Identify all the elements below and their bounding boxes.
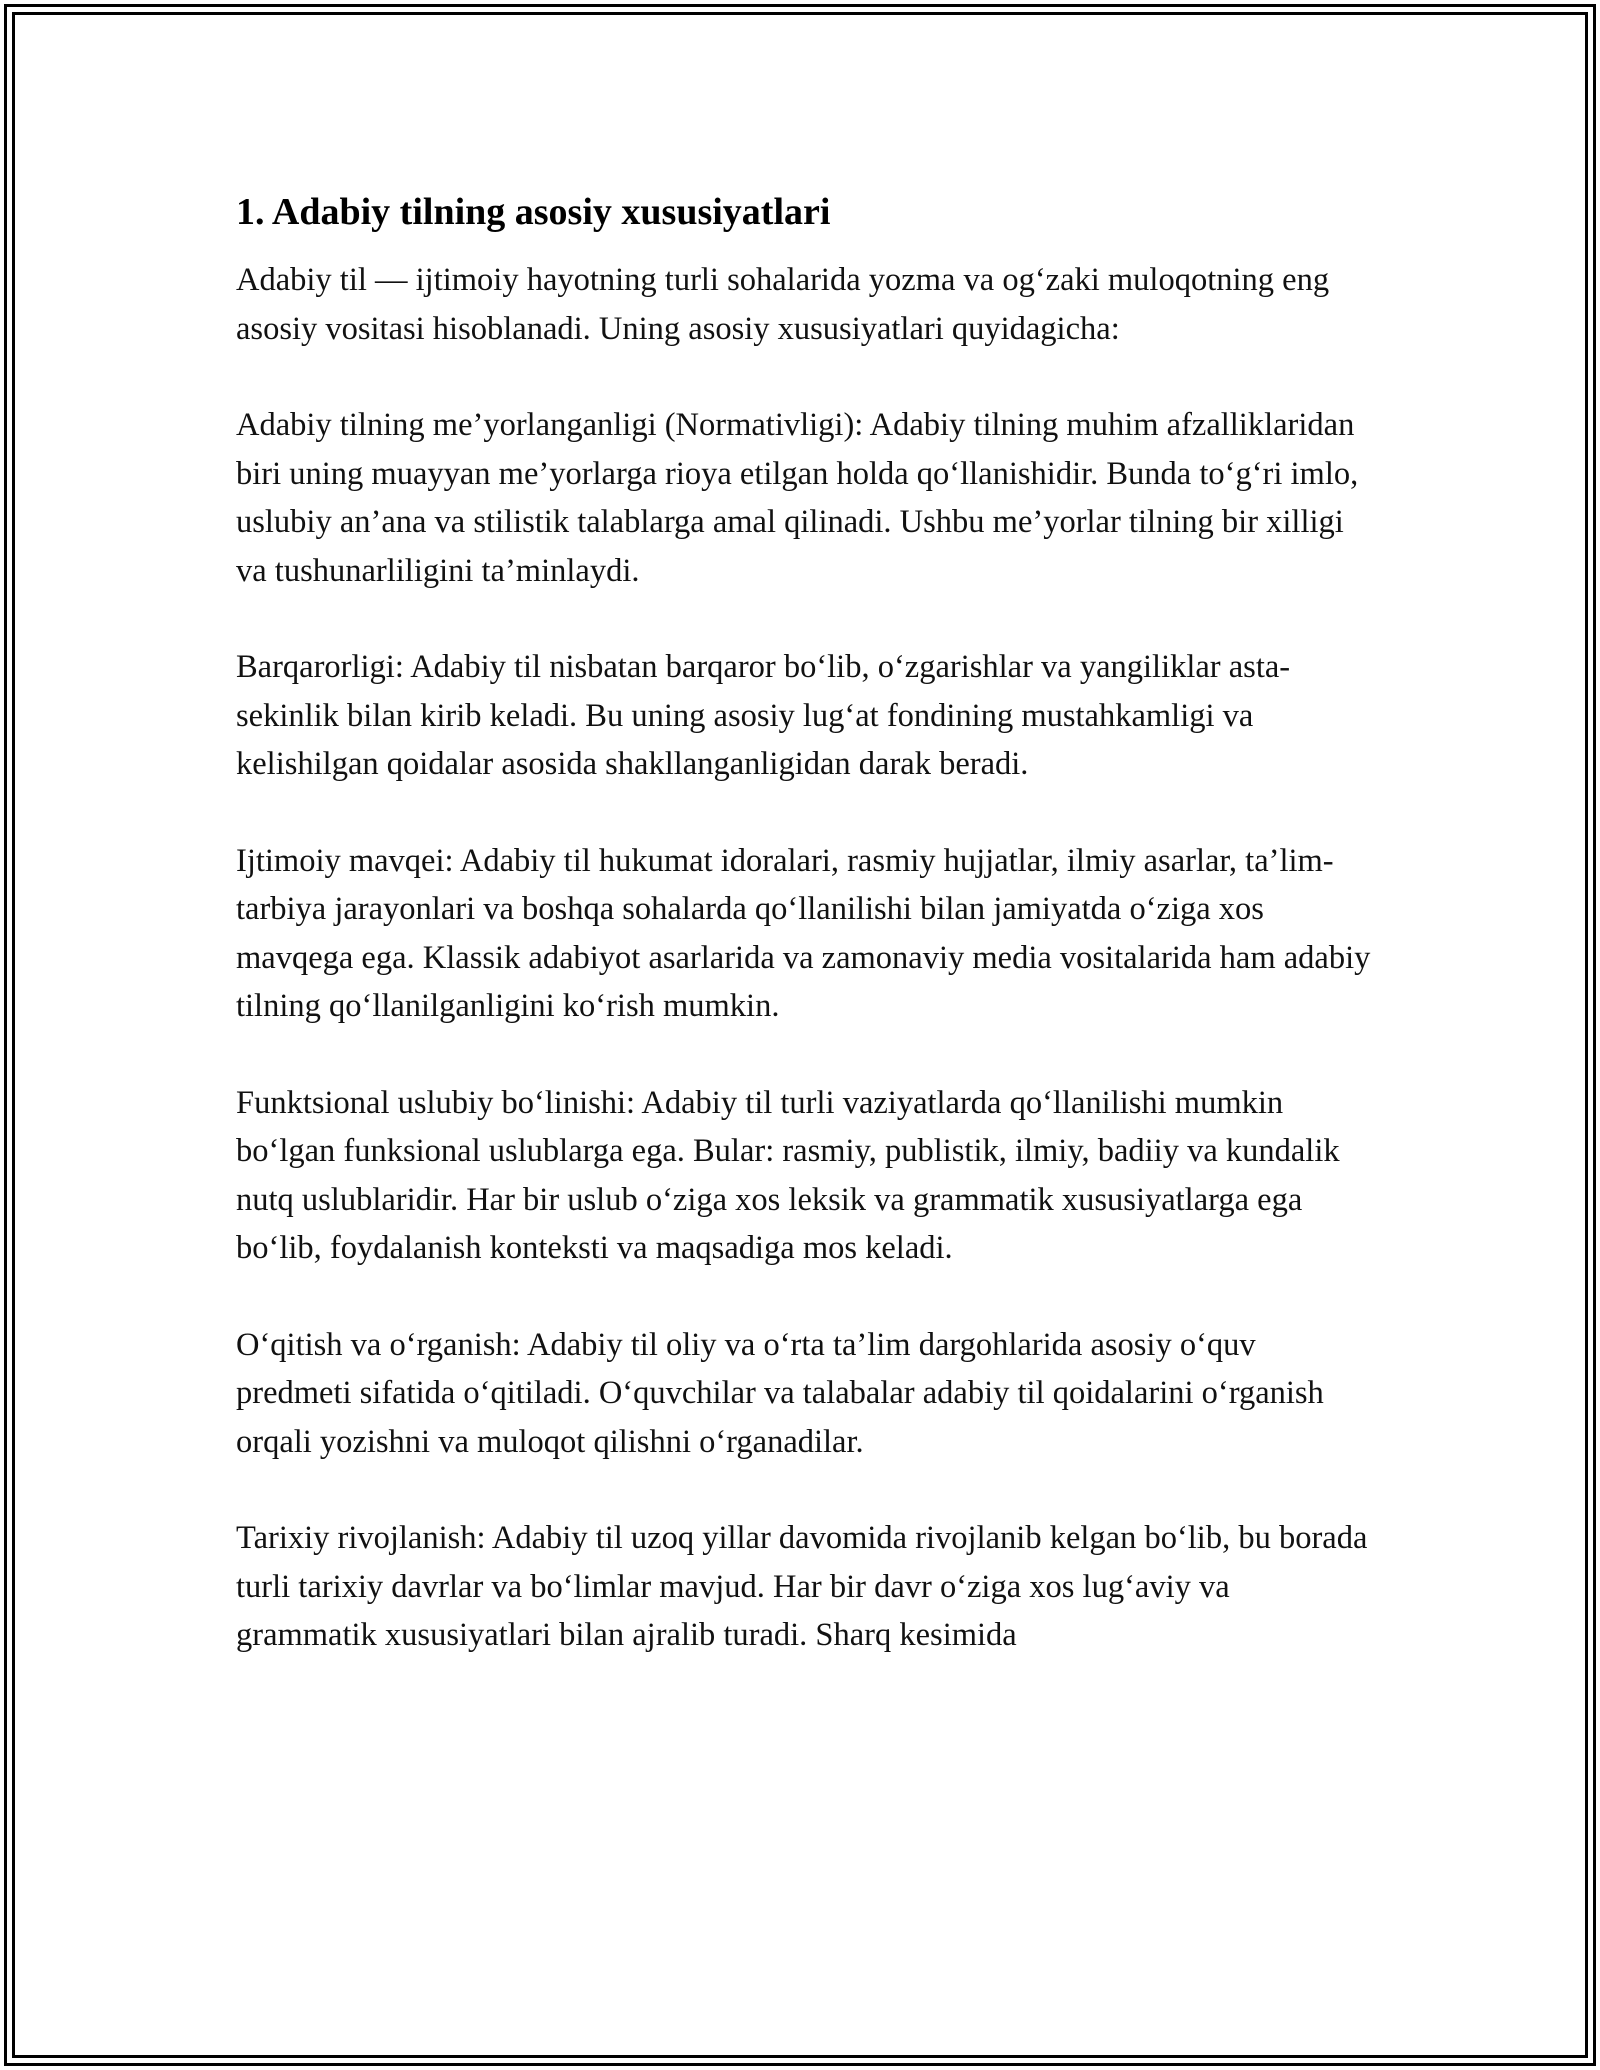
paragraph-intro: Adabiy til — ijtimoiy hayotning turli sohalarida yozma va og‘zaki muloqotning eng asosiy vositasi hisoblanadi. Uning asosiy xususiyatlari quyidagicha: — [236, 262, 1330, 347]
paragraph-normativity: Adabiy tilning me’yorlanganligi (Normativligi): Adabiy tilning muhim afzalliklaridan biri uning muayyan me’yorlarga rioya etilgan holda qo‘llanishidir. Bunda to‘g‘ri imlo, uslubiy an’ana va stilistik talablarga amal qilinadi. Ushbu me’yorlar tilning bir xilligi va tushunarliligini ta’minlaydi. — [236, 407, 1359, 589]
paragraph-teaching: O‘qitish va o‘rganish: Adabiy til oliy va o‘rta ta’lim dargohlarida asosiy o‘quv predmeti sifatida o‘qitiladi. O‘quvchilar va talabalar adabiy til qoidalarini o‘rganish orqali yozishni va muloqot qilishni o‘rganadilar. — [236, 1326, 1324, 1460]
document-body — [236, 188, 1376, 1708]
paragraph-social-status: Ijtimoiy mavqei: Adabiy til hukumat idoralari, rasmiy hujjatlar, ilmiy asarlar, ta’lim-tarbiya jarayonlari va boshqa sohalarda qo‘llanilishi bilan jamiyatda o‘ziga xos mavqega ega. Klassik adabiyot asarlarida va zamonaviy media vositalarida ham adabiy tilning qo‘llanilganligini ko‘rish mumkin. — [236, 842, 1371, 1024]
paragraph-functional-styles: Funktsional uslubiy bo‘linishi: Adabiy til turli vaziyatlarda qo‘llanilishi mumkin bo‘lgan funksional uslublarga ega. Bular: rasmiy, publistik, ilmiy, badiiy va kundalik nutq uslublaridir. Har bir uslub o‘ziga xos leksik va grammatik xususiyatlarga ega bo‘lib, foydalanish konteksti va maqsadiga mos keladi. — [236, 1084, 1340, 1266]
paragraph-historical-development: Tarixiy rivojlanish: Adabiy til uzoq yillar davomida rivojlanib kelgan bo‘lib, bu borada turli tarixiy davrlar va bo‘limlar mavjud. Har bir davr o‘ziga xos lug‘aviy va grammatik xususiyatlari bilan ajralib turadi. Sharq kesimida — [236, 1520, 1368, 1653]
paragraph-stability: Barqarorligi: Adabiy til nisbatan barqaror bo‘lib, o‘zgarishlar va yangiliklar asta-sekinlik bilan kirib keladi. Bu uning asosiy lug‘at fondining mustahkamligi va kelishilgan qoidalar asosida shakllanganligidan darak beradi. — [236, 649, 1291, 782]
section-heading: 1. Adabiy tilning asosiy xususiyatlari — [236, 191, 831, 233]
